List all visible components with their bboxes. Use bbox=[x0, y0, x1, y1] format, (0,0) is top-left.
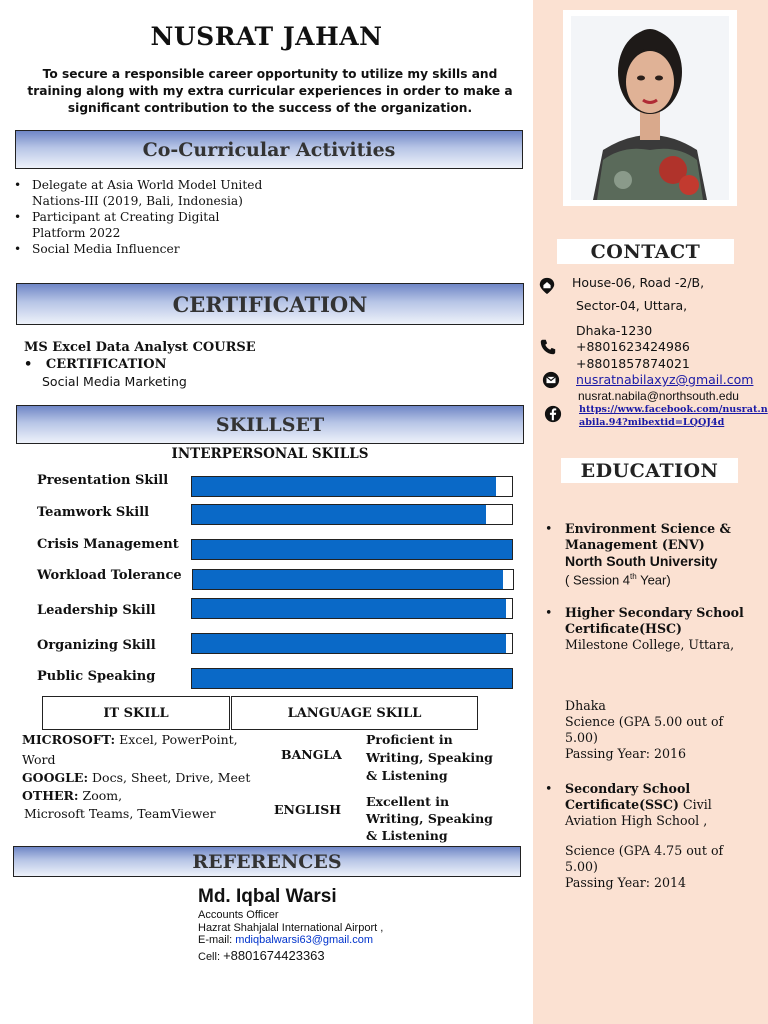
education-entry: • Environment Science & Management (ENV) North South University ( Session 4th Year) bbox=[545, 521, 731, 588]
skill-bar-fill bbox=[192, 477, 496, 496]
education-entry: • Secondary School Certificate(SSC) Civil Aviation High School , Science (GPA 4.75 out of 5.00) Passing Year: 2014 bbox=[545, 781, 724, 890]
skill-label: Presentation Skill bbox=[37, 473, 169, 488]
interpersonal-title: INTERPERSONAL SKILLS bbox=[171, 446, 369, 462]
candidate-name: NUSRAT JAHAN bbox=[150, 22, 383, 51]
list-item: • Delegate at Asia World Model United Nations-III (2019, Bali, Indonesia) bbox=[14, 177, 304, 209]
phone-icon bbox=[539, 338, 557, 360]
reference-email-link[interactable]: mdiqbalwarsi63@gmail.com bbox=[235, 934, 373, 946]
references-heading: REFERENCES bbox=[13, 846, 521, 877]
skill-label: Crisis Management bbox=[37, 537, 179, 552]
skill-bar bbox=[191, 633, 513, 654]
contact-address-line: Dhaka-1230 bbox=[576, 323, 653, 338]
home-location-icon bbox=[538, 277, 556, 299]
skill-bar-fill bbox=[192, 634, 506, 653]
career-objective: To secure a responsible career opportunity to utilize my skills and training along with my extra curricular experiences in order to make a significant contribution to the success of the organization. bbox=[27, 67, 513, 115]
certification-heading: CERTIFICATION bbox=[16, 283, 524, 325]
it-skill-details: MICROSOFT: Excel, PowerPoint, Word GOOGLE: Docs, Sheet, Drive, Meet OTHER: Zoom, Microsoft Teams, TeamViewer bbox=[22, 732, 251, 821]
skill-bar bbox=[191, 539, 513, 560]
email-icon bbox=[542, 371, 560, 393]
it-skill-heading: IT SKILL bbox=[42, 696, 230, 730]
reference-details: Accounts Officer Hazrat Shahjalal International Airport , E-mail: mdiqbalwarsi63@gmail.com Cell: +8801674423363 bbox=[198, 909, 384, 963]
contact-phone: +8801857874021 bbox=[576, 356, 690, 371]
language-name: BANGLA bbox=[281, 747, 342, 762]
language-name: ENGLISH bbox=[274, 802, 342, 817]
profile-photo bbox=[563, 10, 737, 206]
contact-email-link[interactable]: nusratnabilaxyz@gmail.com bbox=[576, 372, 754, 387]
certification-sub: Social Media Marketing bbox=[42, 374, 187, 389]
skill-bar-fill bbox=[192, 540, 512, 559]
skill-bar bbox=[191, 598, 513, 619]
skill-label: Public Speaking bbox=[37, 669, 156, 684]
skill-bar-fill bbox=[192, 599, 506, 618]
language-level: Excellent in Writing, Speaking & Listening bbox=[366, 794, 493, 843]
skill-label: Leadership Skill bbox=[37, 603, 156, 618]
education-heading: EDUCATION bbox=[561, 458, 738, 483]
skill-label: Teamwork Skill bbox=[37, 505, 150, 520]
skill-bar bbox=[191, 504, 513, 525]
certification-course: MS Excel Data Analyst COURSE bbox=[24, 340, 256, 355]
skill-label: Workload Tolerance bbox=[37, 568, 182, 583]
contact-address-line: Sector-04, Uttara, bbox=[576, 298, 688, 313]
facebook-link[interactable]: https://www.facebook.com/nusrat.n abila.94?mibextid=LQQJ4d bbox=[579, 404, 768, 428]
skill-bar bbox=[191, 476, 513, 497]
reference-name: Md. Iqbal Warsi bbox=[198, 886, 337, 907]
skill-bar bbox=[192, 569, 514, 590]
contact-address-line: House-06, Road -2/B, bbox=[572, 275, 705, 290]
contact-heading: CONTACT bbox=[557, 239, 734, 264]
skill-label: Organizing Skill bbox=[37, 638, 156, 653]
skill-bar-fill bbox=[193, 570, 503, 589]
cocurricular-list bbox=[14, 177, 304, 257]
list-item: • Social Media Influencer bbox=[14, 241, 304, 257]
contact-phone: +8801623424986 bbox=[576, 339, 690, 354]
facebook-icon bbox=[544, 405, 562, 427]
skill-bar-fill bbox=[192, 505, 486, 524]
language-level: Proficient in Writing, Speaking & Listening bbox=[366, 732, 493, 783]
education-entry: • Higher Secondary School Certificate(HSC) Milestone College, Uttara, Dhaka Science (GPA 5.00 out of 5.00) Passing Year: 2016 bbox=[545, 605, 744, 761]
skill-bar bbox=[191, 668, 513, 689]
cocurricular-heading: Co-Curricular Activities bbox=[15, 130, 523, 169]
contact-email-secondary: nusrat.nabila@northsouth.edu bbox=[578, 389, 739, 403]
skillset-heading: SKILLSET bbox=[16, 405, 524, 444]
certification-bullet: • CERTIFICATION bbox=[24, 357, 167, 372]
list-item: • Participant at Creating Digital Platform 2022 bbox=[14, 209, 304, 241]
skill-bar-fill bbox=[192, 669, 512, 688]
language-skill-heading: LANGUAGE SKILL bbox=[231, 696, 478, 730]
